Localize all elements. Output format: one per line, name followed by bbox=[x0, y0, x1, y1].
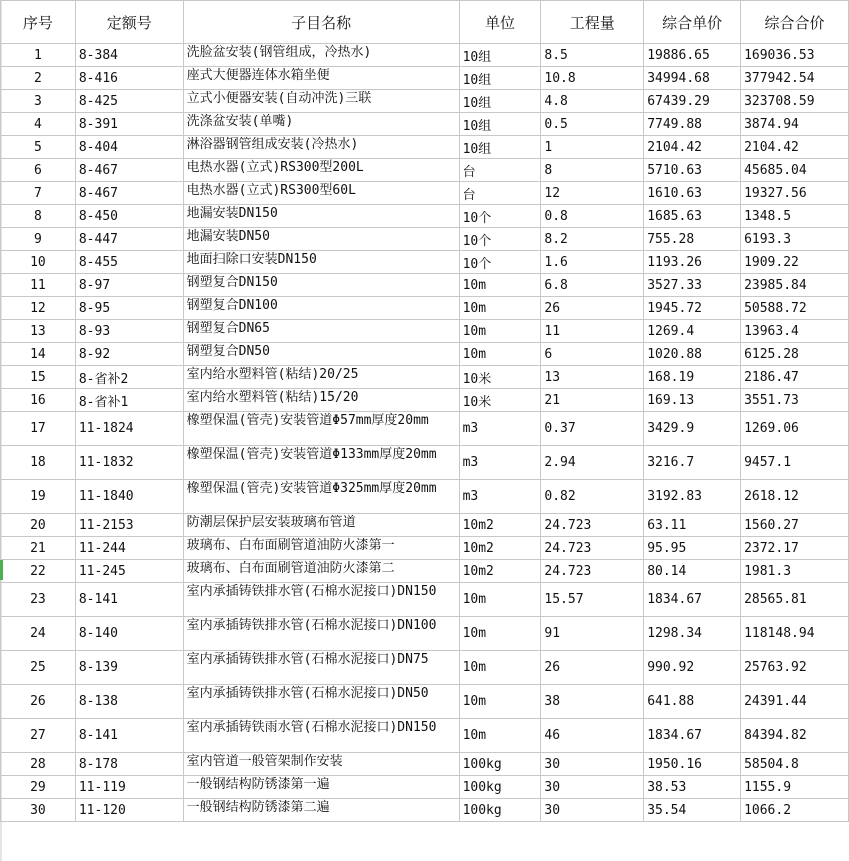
cell-name[interactable]: 洗涤盆安装(单嘴) bbox=[183, 113, 459, 136]
cell-code[interactable]: 8-93 bbox=[75, 320, 183, 343]
cell-name[interactable]: 玻璃布、白布面刷管道油防火漆第一 bbox=[183, 537, 459, 560]
table-row bbox=[1, 205, 849, 228]
cell-unit[interactable]: 10个 bbox=[459, 228, 541, 251]
header-code[interactable]: 定额号 bbox=[75, 1, 183, 44]
cell-no[interactable]: 15 bbox=[1, 366, 76, 389]
cell-unit-price[interactable]: 641.88 bbox=[644, 685, 741, 719]
cell-unit-price[interactable]: 990.92 bbox=[644, 651, 741, 685]
table-row bbox=[1, 159, 849, 182]
cell-qty[interactable]: 30 bbox=[541, 753, 644, 776]
cell-qty[interactable]: 0.8 bbox=[541, 205, 644, 228]
cell-unit[interactable]: 10米 bbox=[459, 389, 541, 412]
cell-total[interactable]: 25763.92 bbox=[741, 651, 849, 685]
cell-qty[interactable]: 1 bbox=[541, 136, 644, 159]
cell-unit[interactable]: 台 bbox=[459, 182, 541, 205]
cell-total[interactable]: 50588.72 bbox=[741, 297, 849, 320]
cell-unit[interactable]: 10m bbox=[459, 719, 541, 753]
header-name[interactable]: 子目名称 bbox=[183, 1, 459, 44]
cell-name[interactable]: 电热水器(立式)RS300型200L bbox=[183, 159, 459, 182]
cell-unit[interactable]: 10组 bbox=[459, 67, 541, 90]
table-row bbox=[1, 719, 849, 753]
cell-unit[interactable]: 10m bbox=[459, 583, 541, 617]
cell-unit-price[interactable]: 3429.9 bbox=[644, 412, 741, 446]
cell-qty[interactable]: 30 bbox=[541, 799, 644, 822]
cell-name[interactable]: 立式小便器安装(自动冲洗)三联 bbox=[183, 90, 459, 113]
cell-name[interactable]: 地漏安装DN150 bbox=[183, 205, 459, 228]
cell-code[interactable]: 8-97 bbox=[75, 274, 183, 297]
table-row bbox=[1, 776, 849, 799]
cell-unit[interactable]: 10m bbox=[459, 297, 541, 320]
cell-name[interactable]: 室内承插铸铁排水管(石棉水泥接口)DN150 bbox=[183, 583, 459, 617]
cell-qty[interactable]: 13 bbox=[541, 366, 644, 389]
cell-total[interactable]: 1909.22 bbox=[741, 251, 849, 274]
cell-unit-price[interactable]: 169.13 bbox=[644, 389, 741, 412]
cell-no[interactable]: 16 bbox=[1, 389, 76, 412]
cell-name[interactable]: 橡塑保温(管壳)安装管道Φ325mm厚度20mm bbox=[183, 480, 459, 514]
cell-unit[interactable]: 100kg bbox=[459, 776, 541, 799]
cell-qty[interactable]: 24.723 bbox=[541, 560, 644, 583]
cell-no[interactable]: 22 bbox=[1, 560, 76, 583]
row-selection-marker bbox=[0, 560, 3, 580]
table-row bbox=[1, 182, 849, 205]
cell-name[interactable]: 钢塑复合DN50 bbox=[183, 343, 459, 366]
cell-total[interactable]: 28565.81 bbox=[741, 583, 849, 617]
cell-code[interactable]: 8-139 bbox=[75, 651, 183, 685]
table-row bbox=[1, 651, 849, 685]
cell-unit-price[interactable]: 1950.16 bbox=[644, 753, 741, 776]
cell-qty[interactable]: 4.8 bbox=[541, 90, 644, 113]
cell-code[interactable]: 11-120 bbox=[75, 799, 183, 822]
cell-unit[interactable]: m3 bbox=[459, 412, 541, 446]
cell-qty[interactable]: 8.5 bbox=[541, 44, 644, 67]
cell-no[interactable]: 8 bbox=[1, 205, 76, 228]
cell-name[interactable]: 室内管道一般管架制作安装 bbox=[183, 753, 459, 776]
cell-total[interactable]: 3551.73 bbox=[741, 389, 849, 412]
cell-unit[interactable]: 10个 bbox=[459, 205, 541, 228]
cell-no[interactable]: 20 bbox=[1, 514, 76, 537]
cell-unit-price[interactable]: 3527.33 bbox=[644, 274, 741, 297]
cell-unit-price[interactable]: 95.95 bbox=[644, 537, 741, 560]
cell-code[interactable]: 8-178 bbox=[75, 753, 183, 776]
cell-code[interactable]: 8-95 bbox=[75, 297, 183, 320]
cell-code[interactable]: 8-141 bbox=[75, 583, 183, 617]
cell-no[interactable]: 27 bbox=[1, 719, 76, 753]
cell-unit-price[interactable]: 35.54 bbox=[644, 799, 741, 822]
cell-unit[interactable]: 10组 bbox=[459, 113, 541, 136]
table-row bbox=[1, 560, 849, 583]
cell-qty[interactable]: 21 bbox=[541, 389, 644, 412]
cell-name[interactable]: 洗脸盆安装(钢管组成，冷热水) bbox=[183, 44, 459, 67]
table-row bbox=[1, 446, 849, 480]
cell-total[interactable]: 6193.3 bbox=[741, 228, 849, 251]
cell-no[interactable]: 10 bbox=[1, 251, 76, 274]
cell-unit-price[interactable]: 67439.29 bbox=[644, 90, 741, 113]
cell-total[interactable]: 13963.4 bbox=[741, 320, 849, 343]
cell-total[interactable]: 58504.8 bbox=[741, 753, 849, 776]
cell-no[interactable]: 28 bbox=[1, 753, 76, 776]
cell-total[interactable]: 84394.82 bbox=[741, 719, 849, 753]
cell-no[interactable]: 18 bbox=[1, 446, 76, 480]
cell-no[interactable]: 25 bbox=[1, 651, 76, 685]
cell-unit[interactable]: 10m2 bbox=[459, 537, 541, 560]
cell-code[interactable]: 11-1840 bbox=[75, 480, 183, 514]
cell-qty[interactable]: 8.2 bbox=[541, 228, 644, 251]
cell-total[interactable]: 3874.94 bbox=[741, 113, 849, 136]
cell-total[interactable]: 169036.53 bbox=[741, 44, 849, 67]
cell-unit-price[interactable]: 1298.34 bbox=[644, 617, 741, 651]
cell-qty[interactable]: 26 bbox=[541, 651, 644, 685]
cell-no[interactable]: 30 bbox=[1, 799, 76, 822]
cell-name[interactable]: 一般钢结构防锈漆第一遍 bbox=[183, 776, 459, 799]
cell-name[interactable]: 室内承插铸铁排水管(石棉水泥接口)DN75 bbox=[183, 651, 459, 685]
cell-code[interactable]: 11-244 bbox=[75, 537, 183, 560]
cell-code[interactable]: 8-467 bbox=[75, 159, 183, 182]
cell-code[interactable]: 8-138 bbox=[75, 685, 183, 719]
cell-qty[interactable]: 11 bbox=[541, 320, 644, 343]
cell-unit[interactable]: 10m bbox=[459, 651, 541, 685]
header-unit-price[interactable]: 综合单价 bbox=[644, 1, 741, 44]
cell-unit-price[interactable]: 3216.7 bbox=[644, 446, 741, 480]
table-row bbox=[1, 799, 849, 822]
cell-no[interactable]: 21 bbox=[1, 537, 76, 560]
cell-name[interactable]: 室内承插铸铁排水管(石棉水泥接口)DN50 bbox=[183, 685, 459, 719]
table-row bbox=[1, 274, 849, 297]
cell-code[interactable]: 11-1824 bbox=[75, 412, 183, 446]
cell-unit-price[interactable]: 2104.42 bbox=[644, 136, 741, 159]
cell-qty[interactable]: 30 bbox=[541, 776, 644, 799]
cell-total[interactable]: 24391.44 bbox=[741, 685, 849, 719]
cell-total[interactable]: 9457.1 bbox=[741, 446, 849, 480]
table-row bbox=[1, 617, 849, 651]
cell-qty[interactable]: 6 bbox=[541, 343, 644, 366]
cell-unit-price[interactable]: 1610.63 bbox=[644, 182, 741, 205]
cell-code[interactable]: 8-455 bbox=[75, 251, 183, 274]
cell-total[interactable]: 2186.47 bbox=[741, 366, 849, 389]
cell-unit-price[interactable]: 38.53 bbox=[644, 776, 741, 799]
table-row bbox=[1, 251, 849, 274]
cell-total[interactable]: 377942.54 bbox=[741, 67, 849, 90]
cell-code[interactable]: 8-141 bbox=[75, 719, 183, 753]
cell-no[interactable]: 14 bbox=[1, 343, 76, 366]
cell-code[interactable]: 8-140 bbox=[75, 617, 183, 651]
cell-qty[interactable]: 10.8 bbox=[541, 67, 644, 90]
cell-code[interactable]: 8-467 bbox=[75, 182, 183, 205]
cell-unit[interactable]: m3 bbox=[459, 480, 541, 514]
cell-qty[interactable]: 24.723 bbox=[541, 514, 644, 537]
cell-name[interactable]: 电热水器(立式)RS300型60L bbox=[183, 182, 459, 205]
table-row bbox=[1, 412, 849, 446]
cell-no[interactable]: 1 bbox=[1, 44, 76, 67]
cell-qty[interactable]: 1.6 bbox=[541, 251, 644, 274]
cell-code[interactable]: 8-450 bbox=[75, 205, 183, 228]
table-row bbox=[1, 480, 849, 514]
cell-qty[interactable]: 46 bbox=[541, 719, 644, 753]
cell-unit-price[interactable]: 19886.65 bbox=[644, 44, 741, 67]
cell-no[interactable]: 6 bbox=[1, 159, 76, 182]
cell-total[interactable]: 2372.17 bbox=[741, 537, 849, 560]
cell-unit[interactable]: m3 bbox=[459, 446, 541, 480]
cell-name[interactable]: 防潮层保护层安装玻璃布管道 bbox=[183, 514, 459, 537]
cell-qty[interactable]: 38 bbox=[541, 685, 644, 719]
cell-name[interactable]: 地漏安装DN50 bbox=[183, 228, 459, 251]
cell-total[interactable]: 1560.27 bbox=[741, 514, 849, 537]
cell-no[interactable]: 23 bbox=[1, 583, 76, 617]
cell-qty[interactable]: 6.8 bbox=[541, 274, 644, 297]
header-qty[interactable]: 工程量 bbox=[541, 1, 644, 44]
cell-total[interactable]: 45685.04 bbox=[741, 159, 849, 182]
table-row bbox=[1, 366, 849, 389]
cell-name[interactable]: 淋浴器钢管组成安装(冷热水) bbox=[183, 136, 459, 159]
cell-no[interactable]: 5 bbox=[1, 136, 76, 159]
cell-unit[interactable]: 10组 bbox=[459, 136, 541, 159]
cell-no[interactable]: 12 bbox=[1, 297, 76, 320]
cell-qty[interactable]: 0.82 bbox=[541, 480, 644, 514]
cell-total[interactable]: 2104.42 bbox=[741, 136, 849, 159]
table-row bbox=[1, 320, 849, 343]
cell-code[interactable]: 11-1832 bbox=[75, 446, 183, 480]
cell-unit[interactable]: 10米 bbox=[459, 366, 541, 389]
cell-no[interactable]: 2 bbox=[1, 67, 76, 90]
cell-name[interactable]: 钢塑复合DN65 bbox=[183, 320, 459, 343]
cell-unit[interactable]: 台 bbox=[459, 159, 541, 182]
table-row bbox=[1, 136, 849, 159]
table-row bbox=[1, 389, 849, 412]
table-row bbox=[1, 90, 849, 113]
cell-total[interactable]: 23985.84 bbox=[741, 274, 849, 297]
table-row bbox=[1, 753, 849, 776]
cell-no[interactable]: 9 bbox=[1, 228, 76, 251]
cell-name[interactable]: 室内给水塑料管(粘结)20/25 bbox=[183, 366, 459, 389]
cell-no[interactable]: 4 bbox=[1, 113, 76, 136]
cell-code[interactable]: 8-447 bbox=[75, 228, 183, 251]
table-row bbox=[1, 297, 849, 320]
cell-code[interactable]: 8-92 bbox=[75, 343, 183, 366]
cell-qty[interactable]: 26 bbox=[541, 297, 644, 320]
cell-unit[interactable]: 10m bbox=[459, 617, 541, 651]
cell-unit[interactable]: 10组 bbox=[459, 90, 541, 113]
header-unit[interactable]: 单位 bbox=[459, 1, 541, 44]
table-row bbox=[1, 343, 849, 366]
header-total[interactable]: 综合合价 bbox=[741, 1, 849, 44]
cell-unit-price[interactable]: 63.11 bbox=[644, 514, 741, 537]
cell-total[interactable]: 2618.12 bbox=[741, 480, 849, 514]
cell-qty[interactable]: 2.94 bbox=[541, 446, 644, 480]
cell-unit[interactable]: 100kg bbox=[459, 799, 541, 822]
cell-unit-price[interactable]: 80.14 bbox=[644, 560, 741, 583]
cell-unit-price[interactable]: 3192.83 bbox=[644, 480, 741, 514]
cell-unit-price[interactable]: 1269.4 bbox=[644, 320, 741, 343]
cell-unit-price[interactable]: 1020.88 bbox=[644, 343, 741, 366]
cell-unit[interactable]: 10m bbox=[459, 685, 541, 719]
cell-unit[interactable]: 10m bbox=[459, 320, 541, 343]
cell-code[interactable]: 8-384 bbox=[75, 44, 183, 67]
cell-total[interactable]: 1981.3 bbox=[741, 560, 849, 583]
cell-code[interactable]: 8-391 bbox=[75, 113, 183, 136]
cell-unit-price[interactable]: 168.19 bbox=[644, 366, 741, 389]
cell-unit-price[interactable]: 34994.68 bbox=[644, 67, 741, 90]
cell-unit[interactable]: 10m2 bbox=[459, 514, 541, 537]
cell-total[interactable]: 1269.06 bbox=[741, 412, 849, 446]
cell-unit-price[interactable]: 7749.88 bbox=[644, 113, 741, 136]
table-row bbox=[1, 44, 849, 67]
cell-unit-price[interactable]: 5710.63 bbox=[644, 159, 741, 182]
cell-name[interactable]: 座式大便器连体水箱坐便 bbox=[183, 67, 459, 90]
cell-qty[interactable]: 15.57 bbox=[541, 583, 644, 617]
cell-no[interactable]: 17 bbox=[1, 412, 76, 446]
cell-no[interactable]: 7 bbox=[1, 182, 76, 205]
cell-name[interactable]: 玻璃布、白布面刷管道油防火漆第二 bbox=[183, 560, 459, 583]
table-body bbox=[1, 44, 849, 822]
cell-name[interactable]: 钢塑复合DN100 bbox=[183, 297, 459, 320]
table-row bbox=[1, 228, 849, 251]
table-row bbox=[1, 514, 849, 537]
cell-total[interactable]: 6125.28 bbox=[741, 343, 849, 366]
cell-code[interactable]: 8-省补1 bbox=[75, 389, 183, 412]
cell-unit-price[interactable]: 755.28 bbox=[644, 228, 741, 251]
table-row bbox=[1, 685, 849, 719]
table-row bbox=[1, 583, 849, 617]
cell-unit[interactable]: 10m bbox=[459, 343, 541, 366]
cell-unit-price[interactable]: 1193.26 bbox=[644, 251, 741, 274]
cell-no[interactable]: 26 bbox=[1, 685, 76, 719]
cell-unit[interactable]: 10m2 bbox=[459, 560, 541, 583]
cell-code[interactable]: 8-省补2 bbox=[75, 366, 183, 389]
cell-qty[interactable]: 8 bbox=[541, 159, 644, 182]
cell-unit[interactable]: 10个 bbox=[459, 251, 541, 274]
cell-name[interactable]: 室内给水塑料管(粘结)15/20 bbox=[183, 389, 459, 412]
cell-no[interactable]: 3 bbox=[1, 90, 76, 113]
cell-no[interactable]: 24 bbox=[1, 617, 76, 651]
cell-unit[interactable]: 10m bbox=[459, 274, 541, 297]
cell-unit-price[interactable]: 1834.67 bbox=[644, 719, 741, 753]
cell-total[interactable]: 1155.9 bbox=[741, 776, 849, 799]
cell-unit[interactable]: 10组 bbox=[459, 44, 541, 67]
cell-no[interactable]: 11 bbox=[1, 274, 76, 297]
cell-code[interactable]: 8-416 bbox=[75, 67, 183, 90]
cell-total[interactable]: 1066.2 bbox=[741, 799, 849, 822]
cell-total[interactable]: 323708.59 bbox=[741, 90, 849, 113]
cell-unit-price[interactable]: 1834.67 bbox=[644, 583, 741, 617]
cell-no[interactable]: 19 bbox=[1, 480, 76, 514]
cell-name[interactable]: 钢塑复合DN150 bbox=[183, 274, 459, 297]
cell-unit-price[interactable]: 1945.72 bbox=[644, 297, 741, 320]
cell-name[interactable]: 地面扫除口安装DN150 bbox=[183, 251, 459, 274]
cell-name[interactable]: 室内承插铸铁雨水管(石棉水泥接口)DN150 bbox=[183, 719, 459, 753]
cell-qty[interactable]: 91 bbox=[541, 617, 644, 651]
cell-code[interactable]: 11-245 bbox=[75, 560, 183, 583]
cell-qty[interactable]: 24.723 bbox=[541, 537, 644, 560]
cell-name[interactable]: 室内承插铸铁排水管(石棉水泥接口)DN100 bbox=[183, 617, 459, 651]
cell-code[interactable]: 11-119 bbox=[75, 776, 183, 799]
table-row bbox=[1, 113, 849, 136]
header-row bbox=[1, 1, 849, 44]
cell-code[interactable]: 11-2153 bbox=[75, 514, 183, 537]
cell-name[interactable]: 橡塑保温(管壳)安装管道Φ133mm厚度20mm bbox=[183, 446, 459, 480]
table-row bbox=[1, 67, 849, 90]
cell-no[interactable]: 13 bbox=[1, 320, 76, 343]
cell-total[interactable]: 1348.5 bbox=[741, 205, 849, 228]
cell-code[interactable]: 8-404 bbox=[75, 136, 183, 159]
cell-name[interactable]: 橡塑保温(管壳)安装管道Φ57mm厚度20mm bbox=[183, 412, 459, 446]
cell-total[interactable]: 118148.94 bbox=[741, 617, 849, 651]
cell-no[interactable]: 29 bbox=[1, 776, 76, 799]
cell-unit-price[interactable]: 1685.63 bbox=[644, 205, 741, 228]
table-row bbox=[1, 537, 849, 560]
cell-unit[interactable]: 100kg bbox=[459, 753, 541, 776]
cell-name[interactable]: 一般钢结构防锈漆第二遍 bbox=[183, 799, 459, 822]
cell-code[interactable]: 8-425 bbox=[75, 90, 183, 113]
cell-qty[interactable]: 0.37 bbox=[541, 412, 644, 446]
header-no[interactable]: 序号 bbox=[1, 1, 76, 44]
cell-qty[interactable]: 0.5 bbox=[541, 113, 644, 136]
cell-qty[interactable]: 12 bbox=[541, 182, 644, 205]
cell-total[interactable]: 19327.56 bbox=[741, 182, 849, 205]
